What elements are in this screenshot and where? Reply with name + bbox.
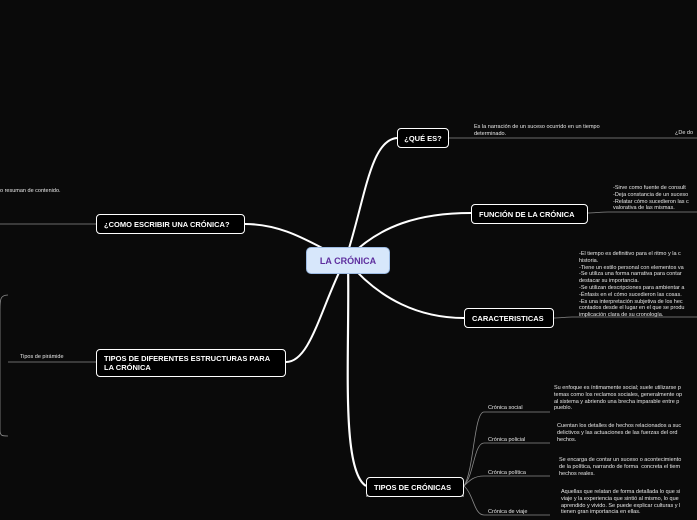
caracteristicas-description: -El tiempo es definitivo para el ritmo y la c historia. -Tiene un estilo personal con elementos va -Se utiliza una forma narrativa para contar destacar su importancia. -Se utilizan descripciones para ambientar a -Énfasis en el cómo sucedieron las cosas. -Es una interpretación subjetiva de los hec contados desde el lugar en el que se produ implicación clara de su cronología. (579, 251, 685, 319)
bracket-left (0, 295, 8, 436)
topic-caracteristicas-label: CARACTERISTICAS (472, 313, 544, 323)
topic-tipos[interactable] (366, 477, 464, 497)
topic-funcion-label: FUNCIÓN DE LA CRÓNICA (479, 209, 575, 219)
link-estructuras (286, 262, 344, 362)
piramide-label: Tipos de pirámide (20, 354, 64, 360)
tipo-label-policial[interactable]: Crónica policial (488, 437, 526, 443)
tipo-label-politica[interactable]: Crónica política (488, 470, 526, 476)
link-que-es (346, 138, 397, 258)
link-tipo-politica (464, 476, 550, 486)
que-es-description: Es la narración de un suceso ocurrido en un tiempo determinado. (474, 124, 600, 137)
tipo-desc-social: Su enfoque es íntimamente social; suele utilizarse p temas como los reclamos sociales, generalmente op al sistema y abriendo una brecha imparable entre p pueblo. (554, 385, 683, 412)
que-es-right-text: ¿De do (675, 130, 694, 136)
central-node[interactable] (306, 247, 390, 274)
tipo-label-viaje[interactable]: Crónica de viaje (488, 509, 528, 515)
central-node-label: LA CRÓNICA (319, 255, 377, 266)
tipo-label-social[interactable]: Crónica social (488, 405, 523, 411)
tipo-desc-viaje: Aquellas que relatan de forma detallada lo que si viaje y la experiencia que sintió al mismo, lo que aprendido y vivido. Se puede explicar culturas y l tienen gran importancia en ellas. (561, 489, 681, 516)
funcion-description: -Sirve como fuente de consult -Deja constancia de un suceso -Relatar cómo sucedieron las c valorativa de las mismas. (613, 185, 689, 212)
topic-estructuras-label: TIPOS DE DIFERENTES ESTRUCTURAS PARA LA CRÓNICA (104, 354, 270, 372)
topic-caracteristicas[interactable] (464, 308, 554, 328)
topic-que-es[interactable] (397, 128, 449, 148)
link-tipos (348, 262, 366, 486)
tipo-desc-politica: Se encarga de contar un suceso o acontecimiento de la política, narrando de forma concreta el tiem hechos reales. (559, 457, 682, 477)
tipo-desc-policial: Cuentan los detalles de hechos relacionados a suc delictivos y las actuaciones de las fuerzas del ord hechos. (557, 423, 682, 443)
topic-tipos-label: TIPOS DE CRÓNICAS (374, 482, 452, 492)
como-escribir-left-text: o resuman de contenido. (0, 188, 61, 194)
topic-como-escribir[interactable] (96, 214, 245, 234)
topic-funcion[interactable] (471, 204, 588, 224)
topic-estructuras[interactable] (96, 349, 286, 377)
topic-que-es-label: ¿QUÉ ES? (404, 133, 442, 143)
topic-como-escribir-label: ¿COMO ESCRIBIR UNA CRÓNICA? (104, 219, 230, 229)
link-tipo-policial (464, 443, 550, 486)
